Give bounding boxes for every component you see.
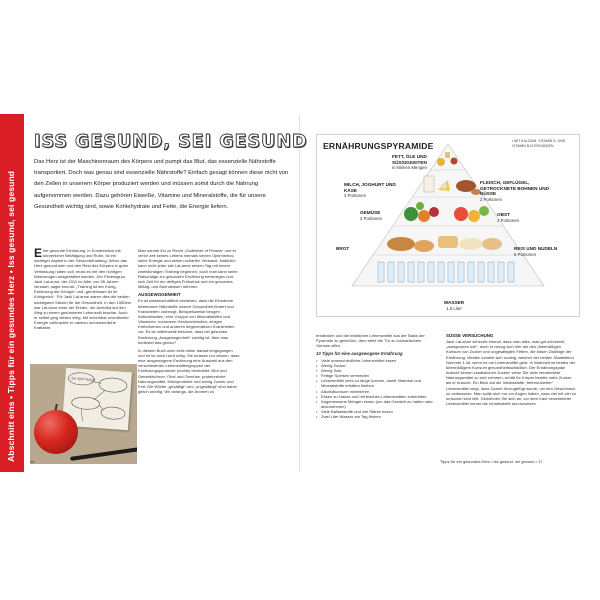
text-column-1 (34, 248, 132, 334)
apple-note-photo (30, 364, 137, 464)
heading-suesse-versuchung: SÜSSE VERSUCHUNG (446, 333, 494, 338)
list-item: • Alkoholkonsum minimieren (316, 389, 434, 394)
section-sidebar (0, 114, 24, 472)
pyramid-label-meat: FLEISCH, GEFLÜGEL, GETROCKNETE BOHNEN UND NÜSSE 2 Portionen (480, 180, 550, 202)
text-column-4 (446, 333, 576, 409)
col3-paragraph: entdecken und die köstlichen Lebensmittel aus der Basis der Pyramide zu genießen, dem steht die Tür zu kulinarischem Genuss offen. (316, 333, 425, 349)
sidebar-running-head: Abschnitt eins • Tipps für ein gesundes Herz • Iss gesund, sei gesund (6, 170, 16, 462)
list-item: • Viele Ballaststoffe und viel Stärke essen (316, 409, 434, 414)
pyramid-label-water: WASSER 1,5 Liter (443, 300, 465, 311)
list-item: • Wenig Zucker (316, 363, 434, 368)
list-item: • Lebensmittel nicht zu lange kochen, damit Vitamine und Mineralstoffe erhalten bleiben (316, 378, 434, 388)
pyramid-supplement-note: • MIT KALZIUM, VITAMIN D, UND VITAMIN B12 ERGÄNZEN (512, 139, 566, 148)
intro-paragraph: Das Herz ist der Maschinenraum des Körpers und pumpt das Blut, das essenzielle Nährstoffe transportiert. Doch was genau sind essenzielle Nährstoffe? Einfach gesagt können diese nicht von den Zellen in unserem Körper produziert werden und müssen somit durch die Nahrung aufgenommen werden. Dazu gehören Eiweiße, Vitamine und Mineralstoffe, die für unsere Gesundheit wichtig sind, sowie Kohlehydrate und Fette, die Energie liefern. (34, 159, 289, 210)
tips-list (316, 358, 434, 420)
food-pyramid-graphic (316, 134, 580, 317)
pyramid-label-vegetables: GEMÜSE 3 Portionen (360, 210, 382, 221)
pyramid-title: ERNÄHRUNGSPYRAMIDE (323, 141, 434, 151)
col2-paragraph-2: Es ist wissenschaftlich bewiesen, dass die Einnahme bestimmter Nährstoffe unsere Gesundheit fördert und Krankheiten vorbeugt. Beispielsweise beugen Antioxidantien, eine Gruppe von Mineralstoffen und Vitaminen, koronaren Herzkrankheiten, einigen Krebsformen und anderen degenerativen Krankheiten vor. Es ist mittlerweile bekannt, dass bei gesunder Ernährung „Ausgewogenheit“ wichtig ist. Aber was bedeutet das genau? (138, 298, 235, 345)
red-apple-icon (34, 410, 78, 454)
pyramid-label-fruit: OBST 2 Portionen (497, 212, 519, 223)
col4-paragraph: Jack LaLanne scherzte einmal, dass man alles, was gut schmeckt, „ausspucken soll“, doch er bezog sich hier auf den übermäßigen Konsum von Zucker und ungesättigten Fetten, die bösen Zwillinge der Ernährung. Meiden scheint sich unabig, welcher der beiden Staatsfeind Nummer 1 ist, wenn es um Lebensmittel geht. In Wahrheit ist beides der übermäßigem Konsum gesundheitsschädlich. Der Ernährungsplan braucht keinen zusätzlichen Zucker: wenn Sie viele verarbeitete Nahrungsmittel zu sich nehmen, erhält Ihr Körper bereits mehr Zucker, als er braucht. Ein Blick auf die Inhaltsstoffe „fettreduzierter“ Lebensmittel zeigt, dass Zucker hinzugefügt wurde, um den Geschmack zu verbessern. Man sollte sich nur vor Augen halten, dass viel mit viel zu umsonst nicht hilft. Gewöhnen Sie sich an, vor dem Kauf verarbeiteter Lebensmittel immer die Inhaltsstoffe durchzulesen. (446, 339, 577, 407)
tips-heading: 10 Tipps für eine ausgewogene Ernährung (316, 351, 403, 357)
page-footer-right: Tipps für ein gesundes Herz • Iss gesund, sei gesund • 17 (440, 459, 543, 464)
pen-icon (70, 447, 137, 461)
list-item: • Fettige Speisen vermeiden (316, 373, 434, 378)
col2-paragraph-1: Man nannte ihn zu Recht „Godfather of Fitness“ und er verlor zeit seines Lebens niemals seinen Optimismus, seine Energie und seinen scharfen Verstand. Natürlich kann nicht jeder wie LaLanne seinen Tag mit einem zweistündigen Training beginnen, doch man kann seine Ratschläge zur gesunden Ernährung beherzigen und sich Zeit für ein deftiges Frühstück und ein gesundes Mittag- und Abendessen nehmen. (138, 248, 238, 290)
pyramid-label-dairy: MILCH, JOGHURT UND KÄSE 3 Portionen (344, 182, 396, 199)
list-item: • Zwei Liter Wasser am Tag trinken (316, 414, 434, 419)
list-item: • Angemessene Mengen essen (um das Gewicht zu halten oder abzunehmen) (316, 399, 434, 409)
drop-cap: E (34, 246, 43, 260)
page-number-left: 14 (30, 459, 35, 464)
page-headline: ISS GESUND, SEI GESUND (34, 132, 308, 152)
page-gutter (299, 114, 300, 472)
text-column-2 (138, 248, 240, 397)
note-handwriting: Ein Apfel täglich (71, 376, 96, 382)
heading-ausgewogenheit: AUSGEWOGENHEIT (138, 292, 181, 298)
col2-paragraph-3: In diesem Buch wird nicht näher darauf eingegangen und es ist auch nicht nötig. Sie müssen nur wissen, dass eine ausgewogene Ernährung eine Auswahl aus den verschiedenen Lebensmittelgruppen der Ernährungspyramide (rechts) beinhaltet: Brot und Getreidekörner, Obst und Gemüse, proteinreiche Nahrungsmittel, Milchprodukte und wenig Zucker und Fett. Die Wörter „gesättigt“ und „ungesättigt“ sind dabei gleich wichtig. Wir anfangs, die Aromen zu (138, 347, 240, 395)
pyramid-label-bread: BROT (336, 246, 350, 251)
book-spread (0, 114, 600, 472)
col1-paragraph: ine gesunde Ernährung, in Kombination mit körperlicher Betätigung und Ruhe, ist ein wichtiger Aspekt in der Gesunderhaltung. Wenn das Herz gesund sein und den Rest des Körpers in guter Verfassung halten soll, muss es mit den richtigen Werkzeugen ausgestattet werden. Der Fitnessguru Jack LaLanne, der 2011 im Alter von 96 Jahren verstarb, sagte einmal: „Training ist der König, Ernährung die Königin“ und „gemeinsam ist ihr Königreich“. Für Jack LaLanne waren dies die beiden wichtigsten Säulen für die Gesundheit. In den 1950ern war LaLanne einer der Ersten, der Amerika auf den Weg zu einem gesünderen Lebensstil brachte. Auch er selbst ging diesen Weg. Mit scheinbar unendlicher Energie vollbrachte er nahezu unmenschliche Kraftakte. (34, 248, 132, 331)
list-item: • Wenig Salz (316, 368, 434, 373)
pyramid-label-rice: REIS UND NUDELN 6 Portionen (514, 246, 558, 257)
list-item: • Viele unterschiedliche Lebensmittel essen (316, 358, 434, 363)
list-item: • Essen zu Hause und mit frischen Lebensmitteln zubereiten (316, 394, 434, 399)
text-column-3 (316, 333, 434, 420)
pyramid-label-fats: FETT, ÖLE UND SÜSSIGKEITEN in kleinen Mengen (392, 154, 427, 171)
